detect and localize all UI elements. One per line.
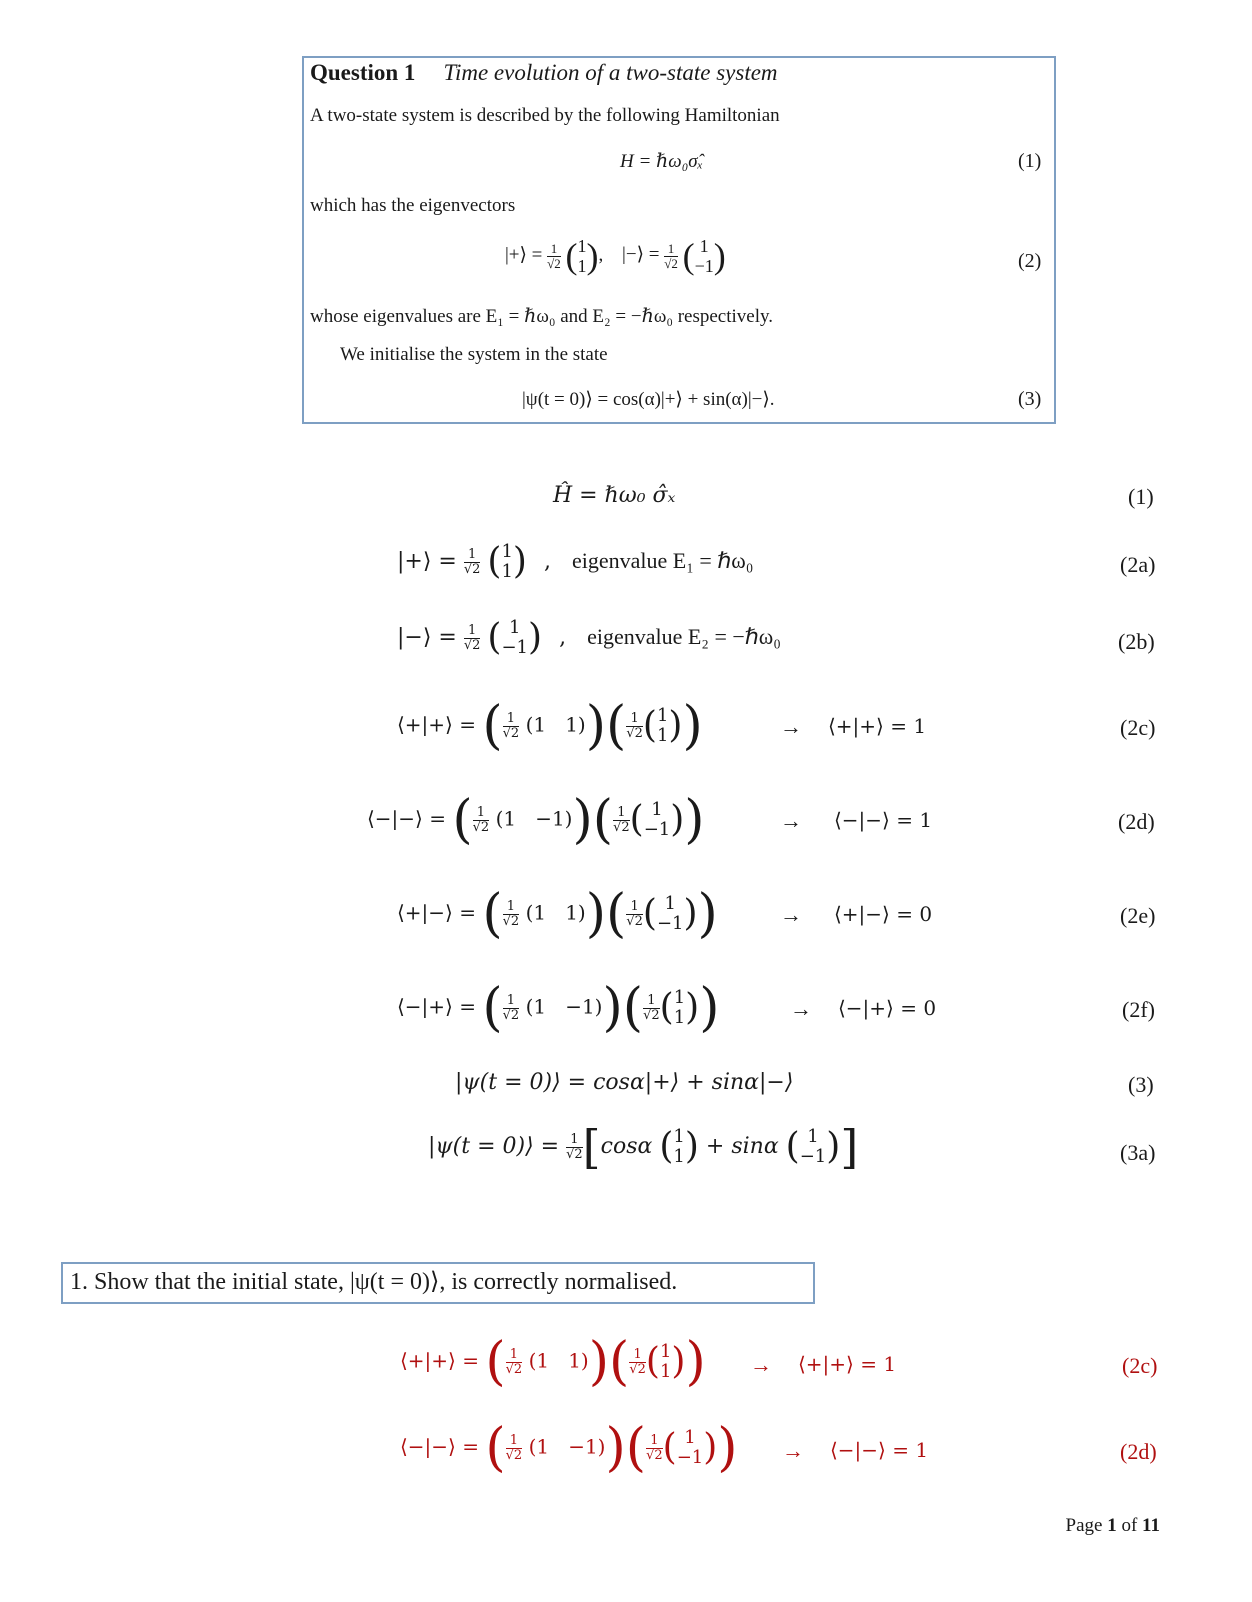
question-which-has: which has the eigenvectors (310, 195, 516, 216)
answer-result-plus-plus: ⟨+|+⟩ = 1 (798, 1352, 897, 1376)
answer-inner-plus-plus: ⟨+|+⟩ = ( $\frac{1}{√2}$ (1 1))( $\frac{1}{√2}$ (1 1)) (400, 1332, 706, 1392)
question-label: Question 1 (310, 60, 416, 85)
answer-result-minus-minus: ⟨−|−⟩ = 1 (830, 1438, 929, 1462)
notes-result-plus-minus: ⟨+|−⟩ = 0 (834, 902, 933, 926)
notes-eq2f-number: (2f) (1122, 997, 1155, 1022)
fraction: $\frac{1}{√2}$ (547, 240, 561, 271)
notes-eq2c-number: (2c) (1120, 715, 1156, 740)
notes-plus-eigenvalue: eigenvalue E₁ = ℏω₀ (571, 548, 754, 573)
question-heading (310, 60, 778, 86)
arrow: → (790, 996, 812, 1021)
arrow: → (780, 714, 802, 739)
notes-eq1-number: (1) (1128, 484, 1154, 509)
question-eq2-number: (2) (1018, 250, 1042, 272)
notes-hamiltonian: Ĥ = ℏω₀ σ̂ₓ (553, 483, 676, 508)
notes-inner-minus-plus: ⟨−|+⟩ = ( $\frac{1}{√2}$ (1 −1))( $\frac{1}{√2}$ (1 1)) (397, 978, 720, 1038)
notes-minus-eigenvalue: eigenvalue E₂ = −ℏω₀ (587, 624, 781, 649)
question-eq3-number: (3) (1018, 388, 1042, 410)
notes-eq2a-number: (2a) (1120, 552, 1156, 577)
notes-eq2b-number: (2b) (1118, 629, 1155, 654)
notes-inner-plus-plus: ⟨+|+⟩ = ( $\frac{1}{√2}$ (1 1))( $\frac{1}{√2}$ (1 1)) (397, 696, 703, 756)
notes-ket-minus: |−⟩ = $\frac{1}{√2}$ ( 1 −1) , eigenvalue E₂ = −ℏω₀ (397, 617, 781, 658)
notes-inner-plus-minus: ⟨+|−⟩ = ( $\frac{1}{√2}$ (1 1))( $\frac{1}{√2}$ ( 1 −1)) (397, 884, 718, 944)
notes-eq2d-number: (2d) (1118, 809, 1155, 834)
notes-psi: |ψ(t = 0)⟩ = cosα|+⟩ + sinα|−⟩ (455, 1070, 794, 1095)
notes-result-minus-minus: ⟨−|−⟩ = 1 (834, 808, 933, 832)
notes-eq3a-number: (3a) (1120, 1140, 1156, 1165)
arrow: → (750, 1352, 772, 1377)
fraction: $\frac{1}{√2}$ (664, 240, 678, 271)
fraction: $\frac{1}{√2}$ (463, 546, 481, 577)
notes-result-plus-plus: ⟨+|+⟩ = 1 (828, 714, 927, 738)
question-eq1: H = ℏω₀σ̂ₓ (620, 151, 704, 172)
answer-inner-minus-minus: ⟨−|−⟩ = ( $\frac{1}{√2}$ (1 −1))( $\frac{1}{√2}$ ( 1 −1)) (400, 1418, 738, 1478)
notes-psi-vector: |ψ(t = 0)⟩ = $\frac{1}{√2}$ [cosα (1 1) + sinα ( 1 −1)] (428, 1120, 859, 1174)
question-eigenvalues: whose eigenvalues are E₁ = ℏω₀ and E₂ = −ℏω₀ respectively. (310, 306, 774, 327)
question-title: Time evolution of a two-state system (443, 60, 778, 85)
question-init: We initialise the system in the state (340, 344, 608, 365)
notes-eq3-number: (3) (1128, 1072, 1154, 1097)
column-vector: 1 1 (577, 236, 587, 276)
arrow: → (782, 1438, 804, 1463)
question-eq2: |+⟩ = $\frac{1}{√2}$ (1 1), |−⟩ = $\frac{1}{√2}$ ( 1 −1) (505, 236, 726, 276)
notes-ket-plus: |+⟩ = $\frac{1}{√2}$ (1 1) , eigenvalue E₁ = ℏω₀ (397, 541, 754, 582)
question-eq3: |ψ(t = 0)⟩ = cos(α)|+⟩ + sin(α)|−⟩. (522, 389, 775, 410)
notes-result-minus-plus: ⟨−|+⟩ = 0 (838, 996, 937, 1020)
ket-minus-def: |−⟩ = (622, 244, 660, 266)
column-vector: 1 −1 (694, 236, 714, 276)
fraction: $\frac{1}{√2}$ (463, 622, 481, 653)
page-number: Page 1 of 11 (1065, 1515, 1160, 1536)
arrow: → (780, 808, 802, 833)
column-vector: 1 1 (501, 541, 513, 582)
arrow: → (780, 902, 802, 927)
notes-inner-minus-minus: ⟨−|−⟩ = ( $\frac{1}{√2}$ (1 −1))( $\frac{1}{√2}$ ( 1 −1)) (367, 790, 705, 850)
question-eq1-number: (1) (1018, 150, 1042, 172)
answer-eq2d-number: (2d) (1120, 1439, 1157, 1464)
ket-plus-def: |+⟩ = (505, 244, 543, 266)
notes-eq2e-number: (2e) (1120, 903, 1156, 928)
question-intro: A two-state system is described by the following Hamiltonian (310, 105, 780, 126)
column-vector: 1 −1 (501, 617, 529, 658)
answer-eq2c-number: (2c) (1122, 1353, 1158, 1378)
task-text: 1. Show that the initial state, |ψ(t = 0)⟩, is correctly normalised. (70, 1269, 678, 1295)
